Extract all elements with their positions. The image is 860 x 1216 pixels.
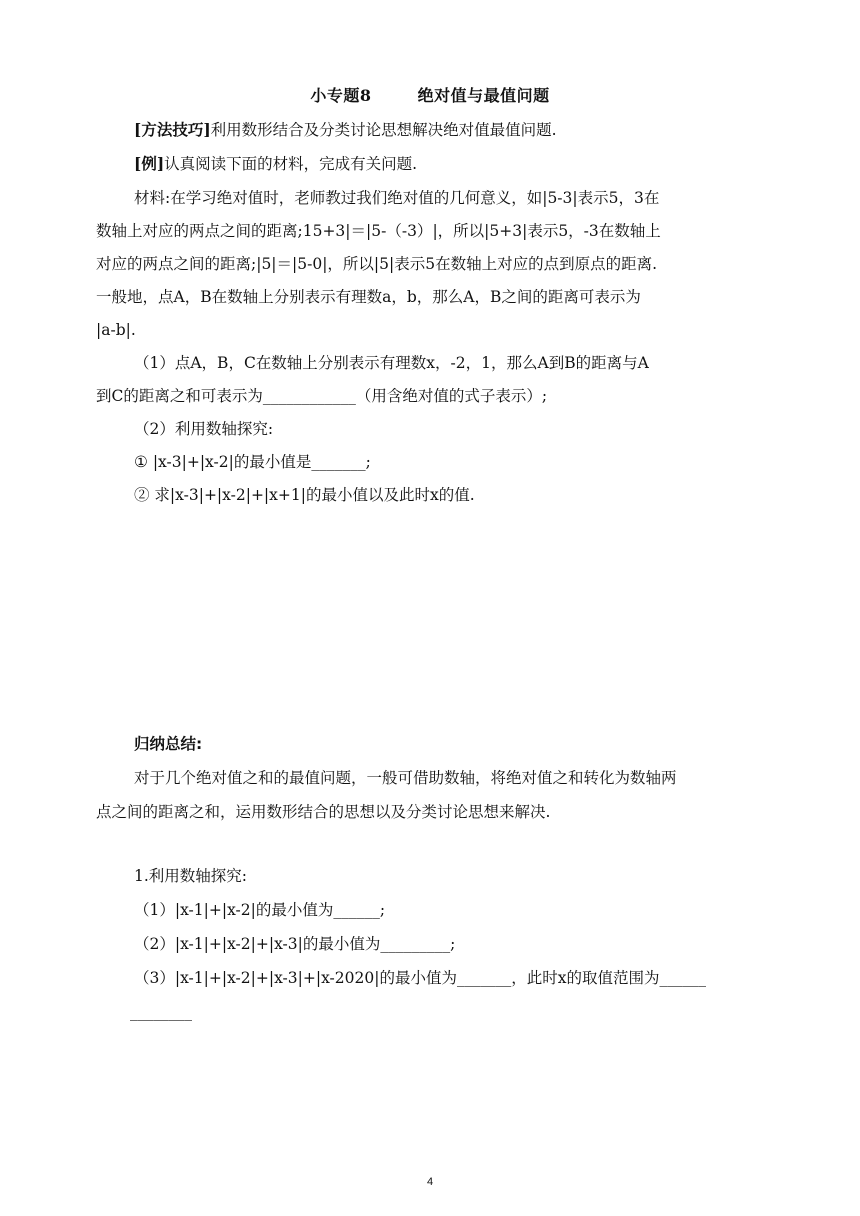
exercise-part-1: （1）|x-1|+|x-2|的最小值为______; (134, 901, 386, 919)
page-number: 4 (426, 1176, 434, 1188)
example-tag: [例] (134, 154, 165, 173)
topic-name: 绝对值与最值问题 (417, 86, 550, 105)
summary-line-2: 点之间的距离之和，运用数形结合的思想以及分类讨论思想来解决. (96, 803, 551, 821)
example-paragraph (134, 154, 417, 174)
method-text: 利用数形结合及分类讨论思想解决绝对值最值问题. (210, 121, 557, 139)
question-1-line-2: 到C的距离之和可表示为____________（用含绝对值的式子表示）; (96, 387, 548, 405)
material-line-5: |a-b|. (96, 321, 136, 339)
summary-heading: 归纳总结: (134, 735, 203, 753)
material-line-2: 数轴上对应的两点之间的距离;15+3|＝|5-（-3）|，所以|5+3|表示5，-3在数轴上 (96, 222, 661, 240)
question-2-heading: （2）利用数轴探究: (134, 420, 274, 438)
page-title (0, 86, 860, 106)
method-tag: [方法技巧] (134, 120, 211, 139)
material-line-3: 对应的两点之间的距离;|5|＝|5-0|，所以|5|表示5在数轴上对应的点到原点的距离. (96, 255, 658, 273)
question-2-part-1: ① |x-3|+|x-2|的最小值是_______; (134, 453, 371, 471)
summary-line-1: 对于几个绝对值之和的最值问题，一般可借助数轴，将绝对值之和转化为数轴两 (134, 769, 677, 787)
exercise-part-2: （2）|x-1|+|x-2|+|x-3|的最小值为_________; (134, 935, 456, 953)
material-line-1: 材料:在学习绝对值时，老师教过我们绝对值的几何意义，如|5-3|表示5，3在 (134, 189, 660, 207)
material-line-4: 一般地，点A，B在数轴上分别表示有理数a，b，那么A，B之间的距离可表示为 (96, 288, 641, 306)
exercise-part-3-continuation: ________ (130, 1003, 192, 1021)
exercise-heading: 1.利用数轴探究: (134, 867, 248, 885)
exercise-part-3: （3）|x-1|+|x-2|+|x-3|+|x-2020|的最小值为_______，此时x的取值范围为______ (134, 969, 706, 987)
topic-label: 小专题8 (310, 86, 372, 105)
method-paragraph (134, 120, 557, 140)
example-text: 认真阅读下面的材料，完成有关问题. (164, 155, 418, 173)
question-1-line-1: （1）点A，B，C在数轴上分别表示有理数x，-2，1，那么A到B的距离与A (134, 354, 649, 372)
question-2-part-2: ② 求|x-3|+|x-2|+|x+1|的最小值以及此时x的值. (134, 486, 475, 504)
